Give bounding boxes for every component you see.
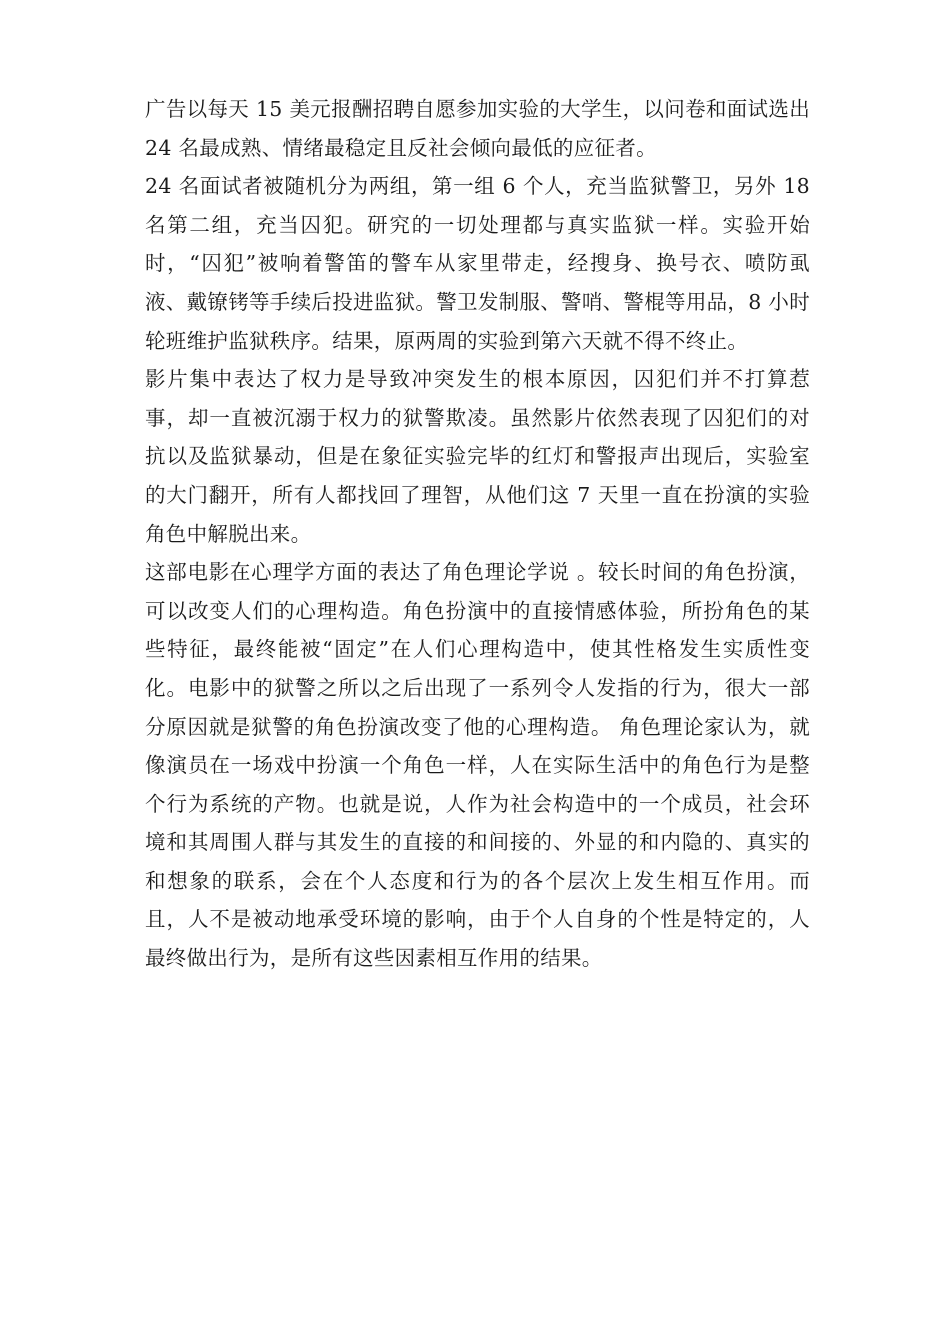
paragraph-role-theory: 这部电影在心理学方面的表达了角色理论学说 。较长时间的角色扮演，可以改变人们的心理构造。角色扮演中的直接情感体验，所扮角色的某些特征，最终能被“固定”在人们心理构造中，使其性格发生实质性变化。电影中的狱警之所以之后出现了一系列令人发指的行为，很大一部分原因就是狱警的角色扮演改变了他的心理构造。 角色理论家认为，就像演员在一场戏中扮演一个角色一样，人在实际生活中的角色行为是整个行为系统的产物。也就是说，人作为社会构造中的一个成员，社会环境和其周围人群与其发生的直接的和间接的、外显的和内隐的、真实的和想象的联系，会在个人态度和行为的各个层次上发生相互作用。而且，人不是被动地承受环境的影响，由于个人自身的个性是特定的，人最终做出行为，是所有这些因素相互作用的结果。 bbox=[145, 560, 810, 971]
body-text bbox=[145, 90, 810, 978]
paragraph-recruitment: 广告以每天 15 美元报酬招聘自愿参加实验的大学生，以问卷和面试选出 24 名最成熟、情绪最稳定且反社会倾向最低的应征者。 bbox=[145, 97, 810, 160]
paragraph-experiment-setup: 24 名面试者被随机分为两组，第一组 6 个人，充当监狱警卫，另外 18 名第二组，充当囚犯。研究的一切处理都与真实监狱一样。实验开始时，“囚犯”被响着警笛的警车从家里带走，经搜身、换号衣、喷防虱液、戴镣铐等手续后投进监狱。警卫发制服、警哨、警棍等用品，8 小时轮班维护监狱秩序。结果，原两周的实验到第六天就不得不终止。 bbox=[145, 174, 810, 353]
paragraph-film-power: 影片集中表达了权力是导致冲突发生的根本原因，囚犯们并不打算惹事，却一直被沉溺于权力的狱警欺凌。虽然影片依然表现了囚犯们的对抗以及监狱暴动，但是在象征实验完毕的红灯和警报声出现后，实验室的大门翻开，所有人都找回了理智，从他们这 7 天里一直在扮演的实验角色中解脱出来。 bbox=[145, 367, 810, 546]
